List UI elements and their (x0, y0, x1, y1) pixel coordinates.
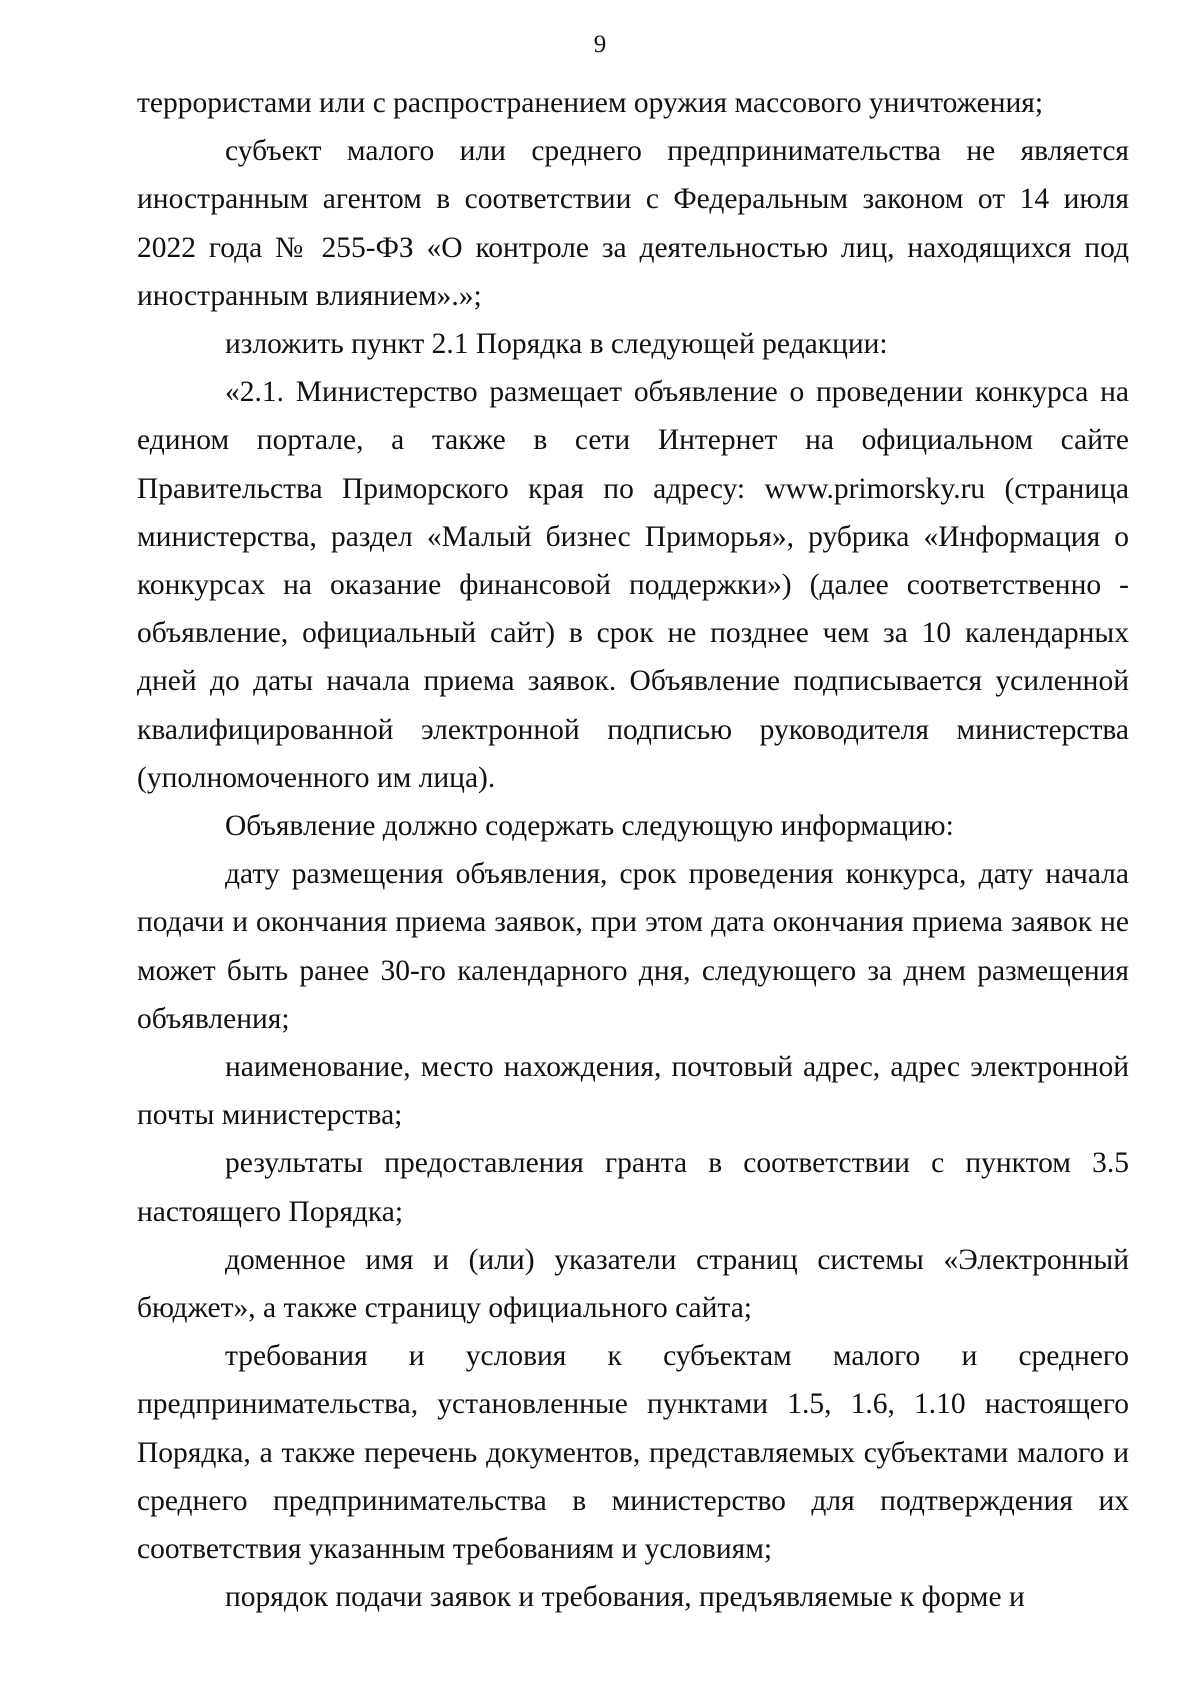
paragraph-foreign-agent: субъект малого или среднего предпринимательства не является иностранным агентом в соответствии с Федеральным законом от 14 июля 2022 года № 255-ФЗ «О контроле за деятельностью лиц, находящихся под иностранным влиянием».»; (137, 135, 1129, 312)
paragraph-submission-order: порядок подачи заявок и требования, предъявляемые к форме и (225, 1581, 1025, 1614)
paragraph-2-1: «2.1. Министерство размещает объявление о проведении конкурса на едином портале, а также в сети Интернет на официальном сайте Правительства Приморского края по адресу: www.primorsky.ru (страница министерства, раздел «Малый бизнес Приморья», рубрика «Информация о конкурсах на оказание финансовой поддержки») (далее соответственно - объявление, официальный сайт) в срок не позднее чем за 10 календарных дней до даты начала приема заявок. Объявление подписывается усиленной квалифицированной электронной подписью руководителя министерства (уполномоченного им лица). (137, 376, 1129, 794)
paragraph-requirements: требования и условия к субъектам малого и среднего предпринимательства, установленные пунктами 1.5, 1.6, 1.10 настоящего Порядка, а также перечень документов, представляемых субъектами малого и среднего предпринимательства в министерство для подтверждения их соответствия указанным требованиям и условиям; (137, 1340, 1129, 1566)
paragraph-domain: доменное имя и (или) указатели страниц системы «Электронный бюджет», а также страницу официального сайта; (137, 1243, 1129, 1325)
paragraph-amend-2-1: изложить пункт 2.1 Порядка в следующей редакции: (225, 328, 888, 361)
paragraph-continuation: террористами или с распространением оружия массового уничтожения; (137, 87, 1044, 119)
page-number: 9 (593, 31, 607, 58)
paragraph-contacts: наименование, место нахождения, почтовый адрес, адрес электронной почты министерства; (137, 1051, 1129, 1132)
paragraph-results: результаты предоставления гранта в соответствии с пунктом 3.5 настоящего Порядка; (137, 1147, 1129, 1228)
paragraph-dates: дату размещения объявления, срок проведения конкурса, дату начала подачи и окончания приема заявок, при этом дата окончания приема заявок не может быть ранее 30-го календарного дня, следующего за днем размещения объявления; (137, 858, 1129, 1035)
paragraph-announcement-content: Объявление должно содержать следующую информацию: (225, 810, 954, 843)
document-body (137, 79, 1129, 1622)
